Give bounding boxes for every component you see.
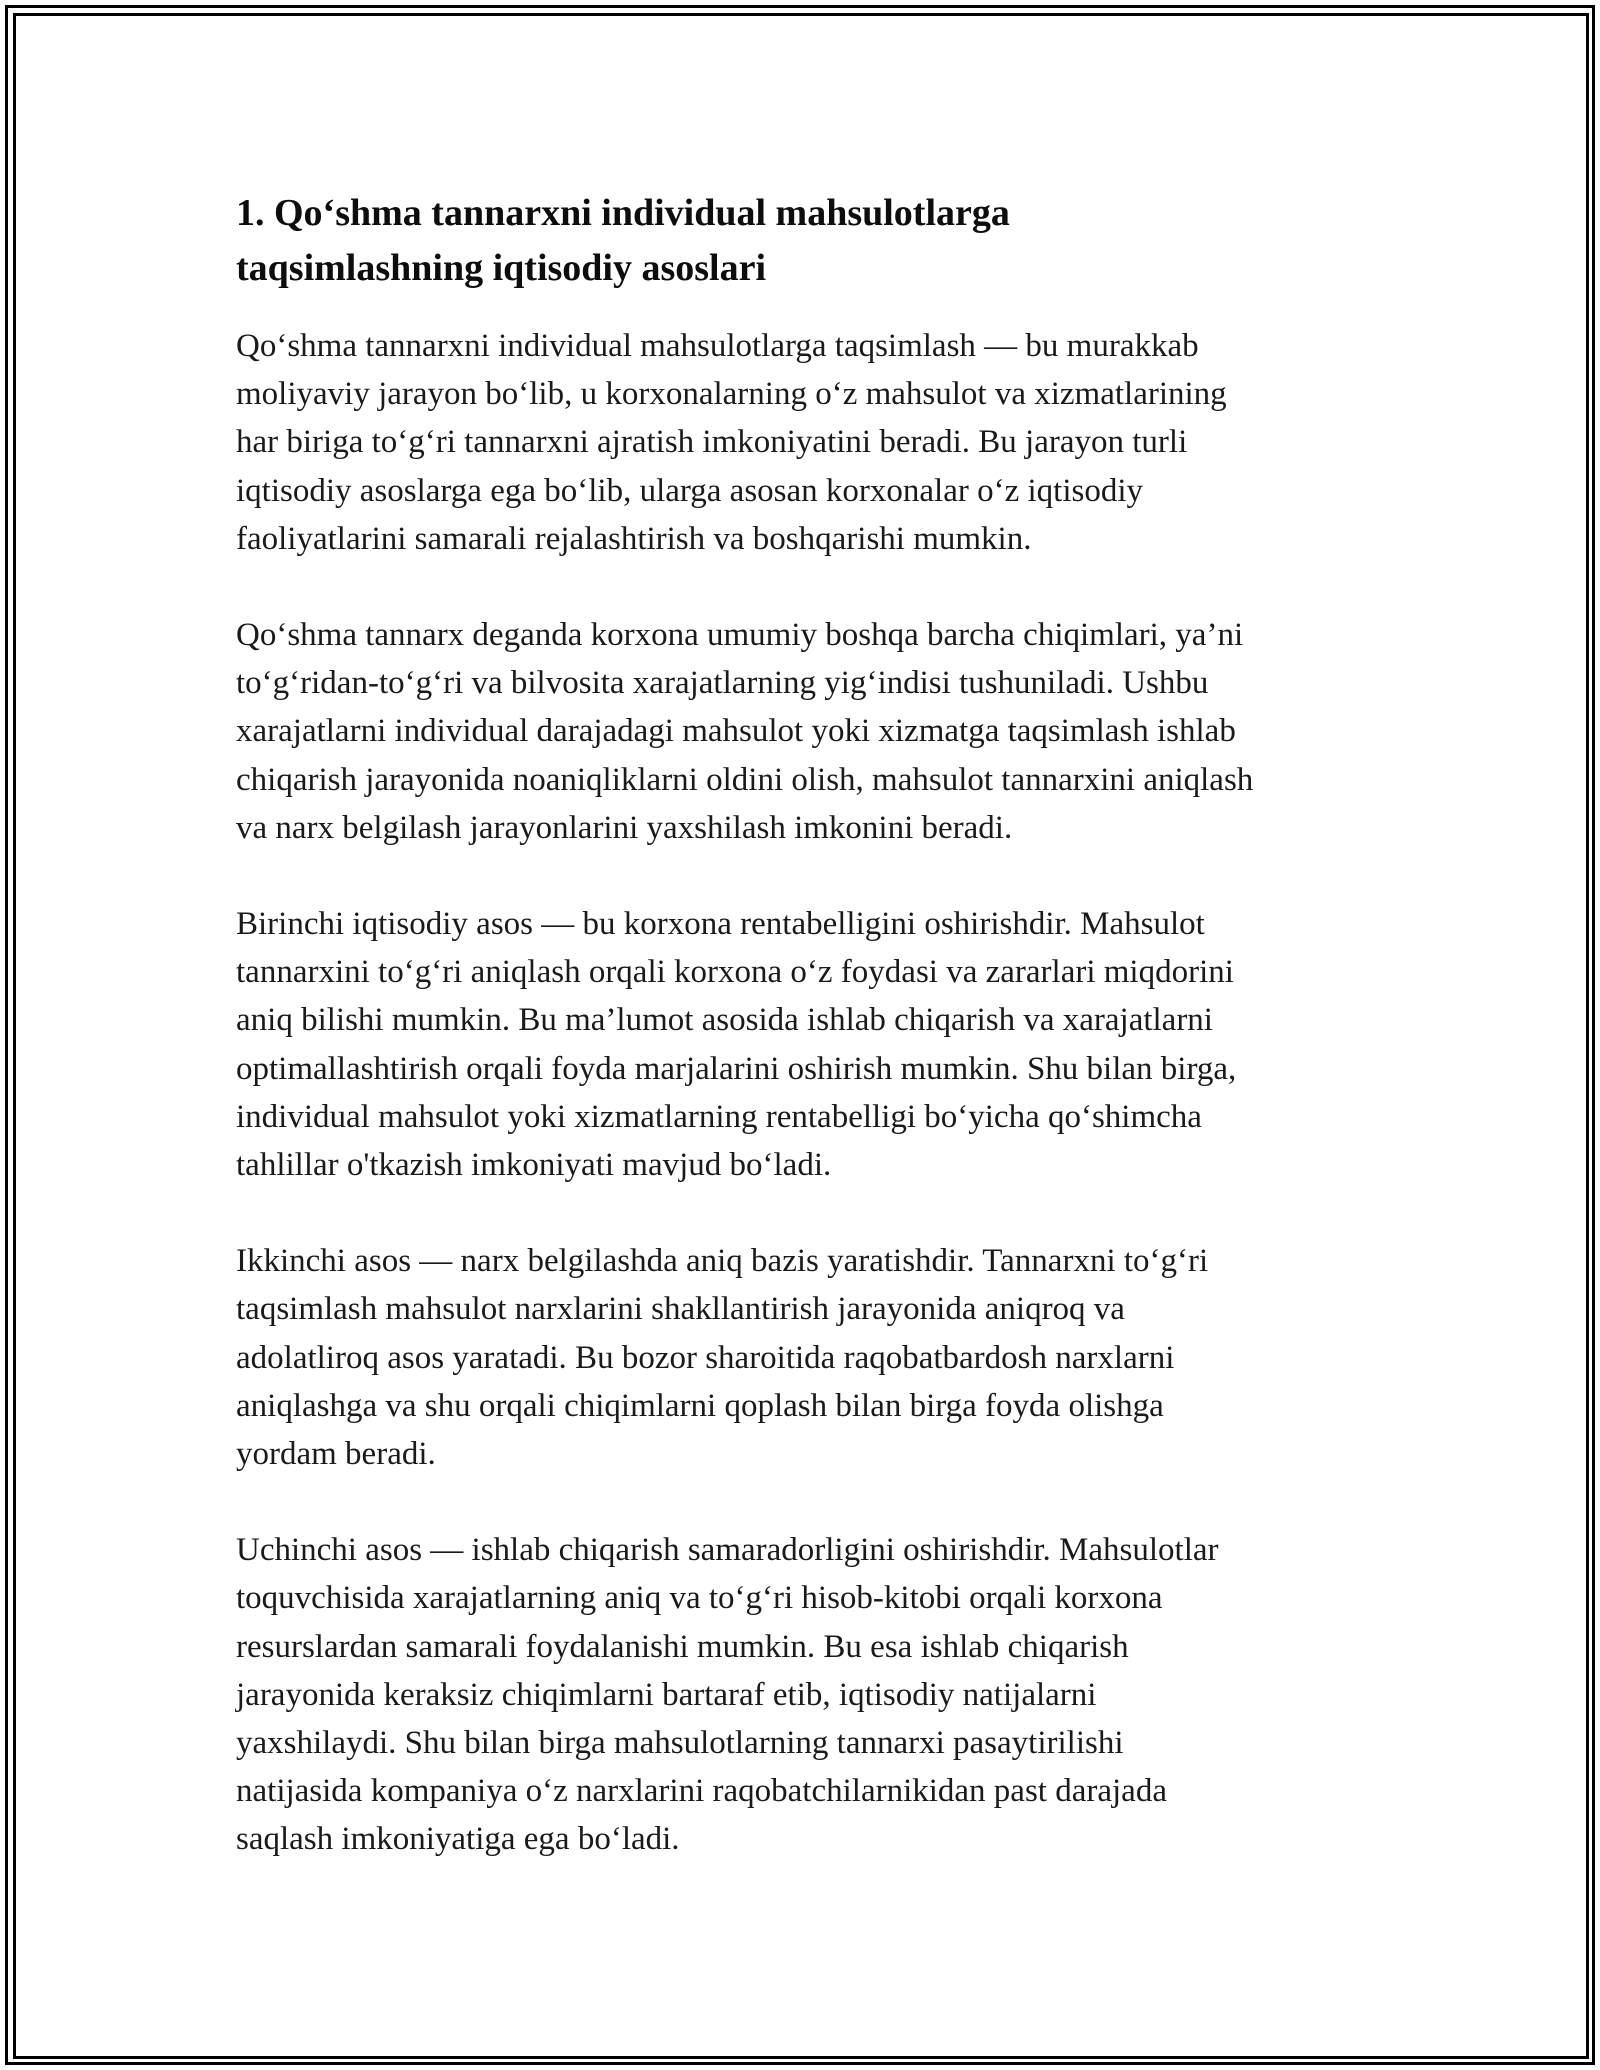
paragraph-line: to‘g‘ridan-to‘g‘ri va bilvosita xarajatlarning yig‘indisi tushuniladi. Ushbu xyxy=(236,665,1209,702)
paragraph-line: aniq bilishi mumkin. Bu ma’lumot asosida ishlab chiqarish va xarajatlarni xyxy=(236,1002,1213,1039)
paragraph-line: va narx belgilash jarayonlarini yaxshilash imkonini beradi. xyxy=(236,809,1013,846)
paragraph-line: optimallashtirish orqali foyda marjalarini oshirish mumkin. Shu bilan birga, xyxy=(236,1050,1237,1087)
paragraph-line: iqtisodiy asoslarga ega bo‘lib, ularga asosan korxonalar o‘z iqtisodiy xyxy=(236,472,1144,509)
paragraph-line: resurslardan samarali foydalanishi mumkin. Bu esa ishlab chiqarish xyxy=(236,1628,1129,1665)
paragraph-line: moliyaviy jarayon bo‘lib, u korxonalarning o‘z mahsulot va xizmatlarining xyxy=(236,376,1227,413)
paragraph-line: aniqlashga va shu orqali chiqimlarni qoplash bilan birga foyda olishga xyxy=(236,1387,1164,1424)
section-heading-line: 1. Qo‘shma tannarxni individual mahsulotlarga xyxy=(236,192,1010,234)
paragraph-line: natijasida kompaniya o‘z narxlarini raqobatchilarnikidan past darajada xyxy=(236,1773,1167,1810)
body-paragraph xyxy=(236,900,1376,1189)
paragraph-line: tahlillar o'tkazish imkoniyati mavjud bo‘ladi. xyxy=(236,1147,832,1184)
paragraph-line: yaxshilaydi. Shu bilan birga mahsulotlarning tannarxi pasaytirilishi xyxy=(236,1725,1124,1762)
paragraph-line: tannarxini to‘g‘ri aniqlash orqali korxona o‘z foydasi va zararlari miqdorini xyxy=(236,954,1234,991)
paragraph-line: Ikkinchi asos — narx belgilashda aniq bazis yaratishdir. Tannarxni to‘g‘ri xyxy=(236,1243,1209,1280)
paragraph-list xyxy=(236,322,1376,1864)
paragraph-line: Qo‘shma tannarx deganda korxona umumiy boshqa barcha chiqimlari, ya’ni xyxy=(236,617,1244,654)
paragraph-line: har biriga to‘g‘ri tannarxni ajratish imkoniyatini beradi. Bu jarayon turli xyxy=(236,424,1188,461)
paragraph-line: toquvchisida xarajatlarning aniq va to‘g‘ri hisob-kitobi orqali korxona xyxy=(236,1580,1163,1617)
body-paragraph xyxy=(236,611,1376,852)
paragraph-line: xarajatlarni individual darajadagi mahsulot yoki xizmatga taqsimlash ishlab xyxy=(236,713,1236,750)
paragraph-line: jarayonida keraksiz chiqimlarni bartaraf etib, iqtisodiy natijalarni xyxy=(236,1676,1097,1713)
document-body xyxy=(236,186,1376,1912)
paragraph-line: Uchinchi asos — ishlab chiqarish samaradorligini oshirishdir. Mahsulotlar xyxy=(236,1532,1219,1569)
paragraph-line: saqlash imkoniyatiga ega bo‘ladi. xyxy=(236,1821,680,1858)
paragraph-line: chiqarish jarayonida noaniqliklarni oldini olish, mahsulot tannarxini aniqlash xyxy=(236,761,1254,798)
paragraph-line: adolatliroq asos yaratadi. Bu bozor sharoitida raqobatbardosh narxlarni xyxy=(236,1339,1175,1376)
paragraph-line: Birinchi iqtisodiy asos — bu korxona rentabelligini oshirishdir. Mahsulot xyxy=(236,906,1205,943)
paragraph-line: individual mahsulot yoki xizmatlarning rentabelligi bo‘yicha qo‘shimcha xyxy=(236,1098,1202,1135)
paragraph-line: Qo‘shma tannarxni individual mahsulotlarga taqsimlash — bu murakkab xyxy=(236,328,1199,364)
paragraph-line: taqsimlash mahsulot narxlarini shakllantirish jarayonida aniqroq va xyxy=(236,1291,1125,1328)
body-paragraph xyxy=(236,1237,1376,1478)
body-paragraph xyxy=(236,322,1376,563)
section-heading-line: taqsimlashning iqtisodiy asoslari xyxy=(236,247,767,289)
paragraph-line: yordam beradi. xyxy=(236,1436,436,1473)
body-paragraph xyxy=(236,1526,1376,1863)
section-heading xyxy=(236,186,1376,296)
paragraph-line: faoliyatlarini samarali rejalashtirish va boshqarishi mumkin. xyxy=(236,520,1032,557)
